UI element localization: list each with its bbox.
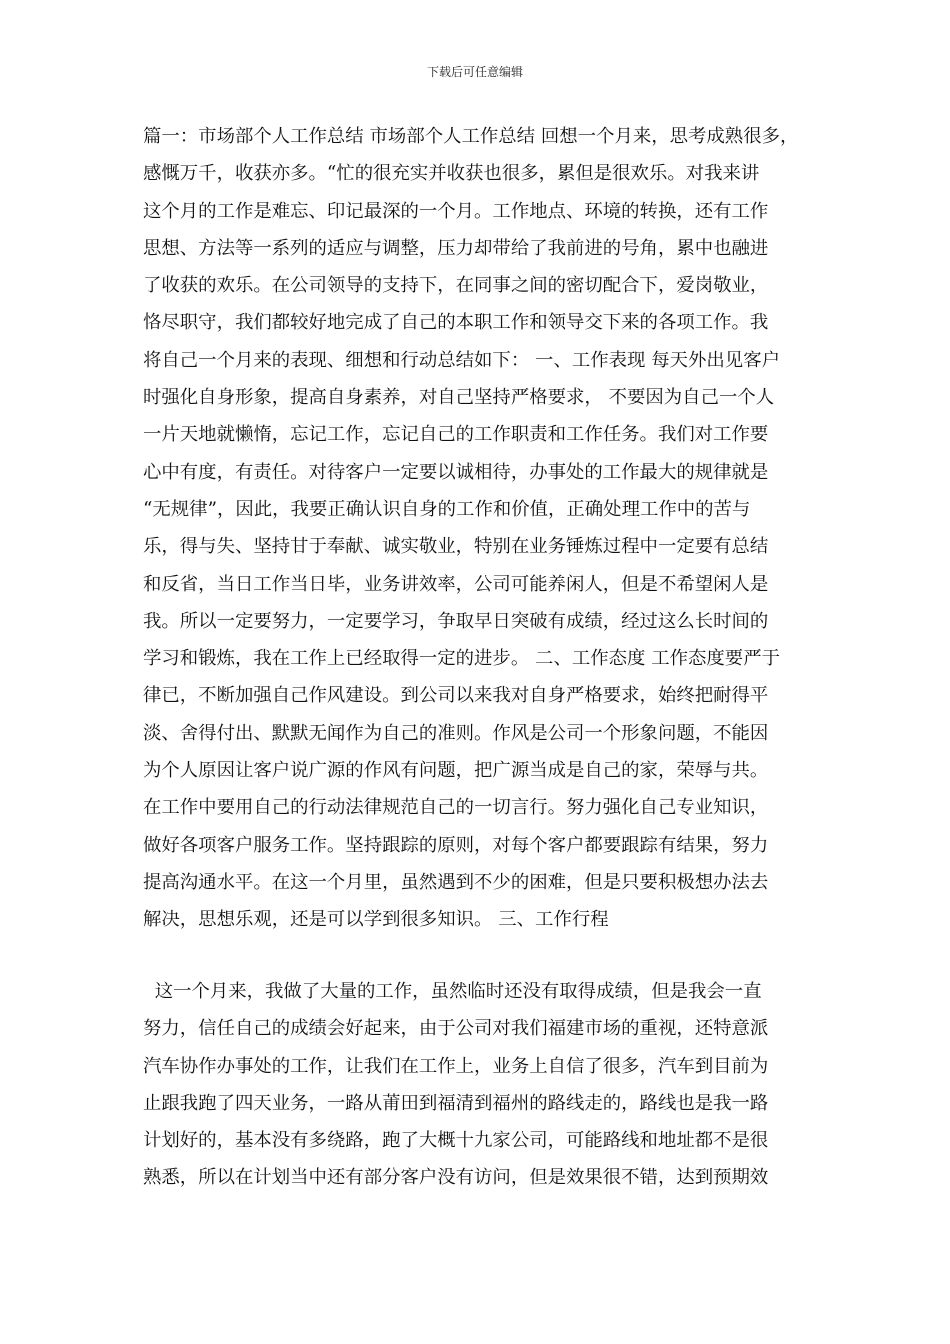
text-line: 律已，不断加强自己作风建设。到公司以来我对自身严格要求，始终把耐得平: [143, 685, 769, 707]
text-line: 我。所以一定要努力，一定要学习，争取早日突破有成绩，经过这么长时间的: [143, 610, 769, 632]
text-line: 恪尽职守，我们都较好地完成了自己的本职工作和领导交下来的各项工作。我: [143, 312, 769, 334]
text-line: 在工作中要用自己的行动法律规范自己的一切言行。努力强化自己专业知识，: [143, 797, 769, 819]
text-line: 这一个月来，我做了大量的工作，虽然临时还没有取得成绩，但是我会一直: [143, 981, 762, 1002]
text-line: 努力，信任自己的成绩会好起来，由于公司对我们福建市场的重视，还特意派: [143, 1018, 769, 1040]
text-line: 思想、方法等一系列的适应与调整，压力却带给了我前进的号角，累中也融进: [143, 237, 769, 259]
text-line: 学习和锻炼，我在工作上已经取得一定的进步。 二、工作态度 工作态度要严于: [143, 648, 780, 670]
text-line: 感慨万千，收获亦多。“忙的很充实并收获也很多，累但是很欢乐。对我来讲: [143, 163, 760, 185]
text-line: 心中有度，有责任。对待客户一定要以诚相待，办事处的工作最大的规律就是: [143, 461, 769, 483]
text-line: 将自己一个月来的表现、细想和行动总结如下： 一、工作表现 每天外出见客户: [143, 349, 780, 371]
text-line: 计划好的，基本没有多绕路，跑了大概十九家公司，可能路线和地址都不是很: [143, 1130, 769, 1152]
text-line: 熟悉，所以在计划当中还有部分客户没有访问，但是效果很不错，达到预期效: [143, 1167, 769, 1189]
paragraph-2: [143, 973, 808, 1197]
text-line: 一片天地就懒惰，忘记工作，忘记自己的工作职责和工作任务。我们对工作要: [143, 424, 769, 446]
text-line: 为个人原因让客户说广源的作风有问题，把广源当成是自己的家，荣辱与共。: [143, 760, 769, 782]
text-line: 淡、舍得付出、默默无闻作为自己的准则。作风是公司一个形象问题，不能因: [143, 722, 769, 744]
text-line: 这个月的工作是难忘、印记最深的一个月。工作地点、环境的转换，还有工作: [143, 200, 769, 222]
text-line: 汽车协作办事处的工作，让我们在工作上，业务上自信了很多，汽车到目前为: [143, 1055, 769, 1077]
text-line: 和反省，当日工作当日毕，业务讲效率，公司可能养闲人，但是不希望闲人是: [143, 573, 769, 595]
text-line: 时强化自身形象，提高自身素养，对自己坚持严格要求， 不要因为自己一个人: [143, 387, 775, 409]
paragraph-1: [143, 118, 808, 939]
text-line: 止跟我跑了四天业务，一路从莆田到福清到福州的路线走的，路线也是我一路: [143, 1092, 769, 1114]
text-line: 乐，得与失、坚持甘于奉献、诚实敬业，特别在业务锤炼过程中一定要有总结: [143, 536, 769, 558]
page-header: 下载后可任意编辑: [426, 65, 523, 79]
text-line: 篇一：市场部个人工作总结 市场部个人工作总结 回想一个月来，思考成熟很多，: [143, 126, 799, 147]
text-line: 解决，思想乐观，还是可以学到很多知识。 三、工作行程: [143, 909, 609, 931]
text-line: 提高沟通水平。在这一个月里，虽然遇到不少的困难，但是只要积极想办法去: [143, 871, 769, 893]
text-line: 做好各项客户服务工作。坚持跟踪的原则，对每个客户都要跟踪有结果，努力: [143, 834, 769, 856]
text-line: 了收获的欢乐。在公司领导的支持下，在同事之间的密切配合下，爱岗敬业，: [143, 275, 769, 297]
text-line: “无规律”，因此，我要正确认识自身的工作和价值，正确处理工作中的苦与: [143, 498, 751, 520]
